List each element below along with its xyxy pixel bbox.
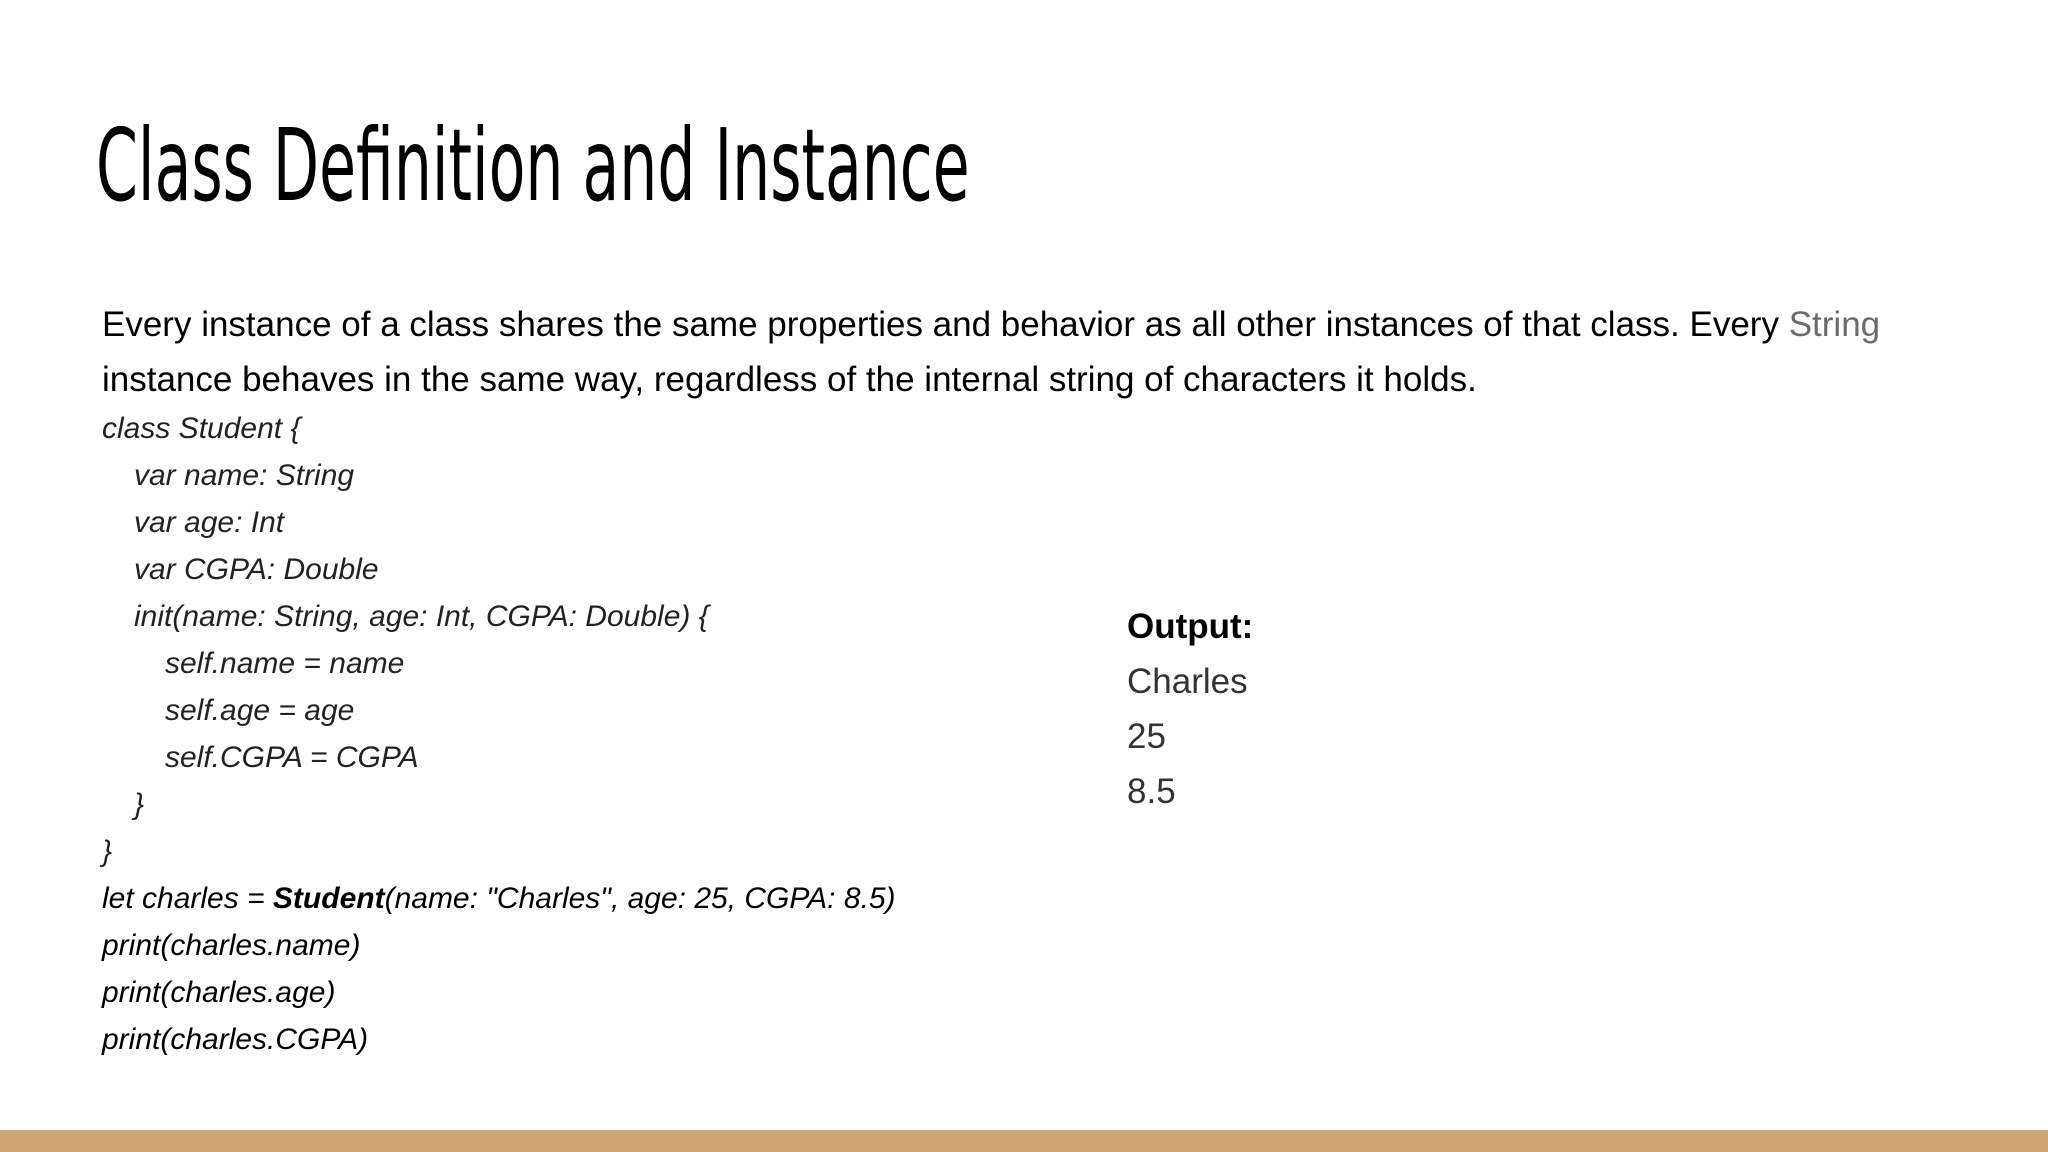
code-let-prefix: let charles = bbox=[102, 882, 273, 915]
slide-title: Class Definition and Instance bbox=[96, 107, 970, 224]
code-line-self-name: self.name = name bbox=[165, 647, 405, 680]
code-line-print-cgpa: print(charles.CGPA) bbox=[102, 1023, 369, 1056]
code-line-let-charles bbox=[102, 875, 896, 922]
code-line-self-cgpa: self.CGPA = CGPA bbox=[165, 741, 419, 774]
code-line-self-age: self.age = age bbox=[165, 694, 355, 727]
code-sample bbox=[102, 405, 896, 1063]
code-line-var-age: var age: Int bbox=[134, 506, 285, 539]
code-let-args: (name: "Charles", age: 25, CGPA: 8.5) bbox=[384, 882, 896, 915]
code-line-var-cgpa: var CGPA: Double bbox=[134, 553, 379, 586]
code-student-keyword: Student bbox=[272, 882, 385, 915]
output-panel bbox=[1127, 599, 1253, 819]
code-line-class-close: } bbox=[102, 835, 113, 868]
output-line-age: 25 bbox=[1127, 717, 1166, 756]
intro-text-after: instance behaves in the same way, regardless of the internal string of characters it holds. bbox=[102, 360, 1477, 399]
intro-paragraph bbox=[102, 297, 2002, 407]
output-line-cgpa: 8.5 bbox=[1127, 772, 1176, 811]
intro-keyword-string: String bbox=[1788, 305, 1881, 344]
code-line-class-decl: class Student { bbox=[102, 412, 301, 445]
code-line-print-age: print(charles.age) bbox=[102, 976, 336, 1009]
footer-accent-bar bbox=[0, 1130, 2048, 1152]
code-line-init: init(name: String, age: Int, CGPA: Double) { bbox=[134, 600, 709, 633]
code-line-var-name: var name: String bbox=[134, 459, 355, 492]
intro-text-before: Every instance of a class shares the same properties and behavior as all other instances of that class. Every bbox=[102, 305, 1789, 344]
output-line-name: Charles bbox=[1127, 662, 1248, 701]
code-line-init-close: } bbox=[134, 788, 145, 821]
code-line-print-name: print(charles.name) bbox=[102, 929, 361, 962]
output-label: Output: bbox=[1127, 607, 1254, 646]
